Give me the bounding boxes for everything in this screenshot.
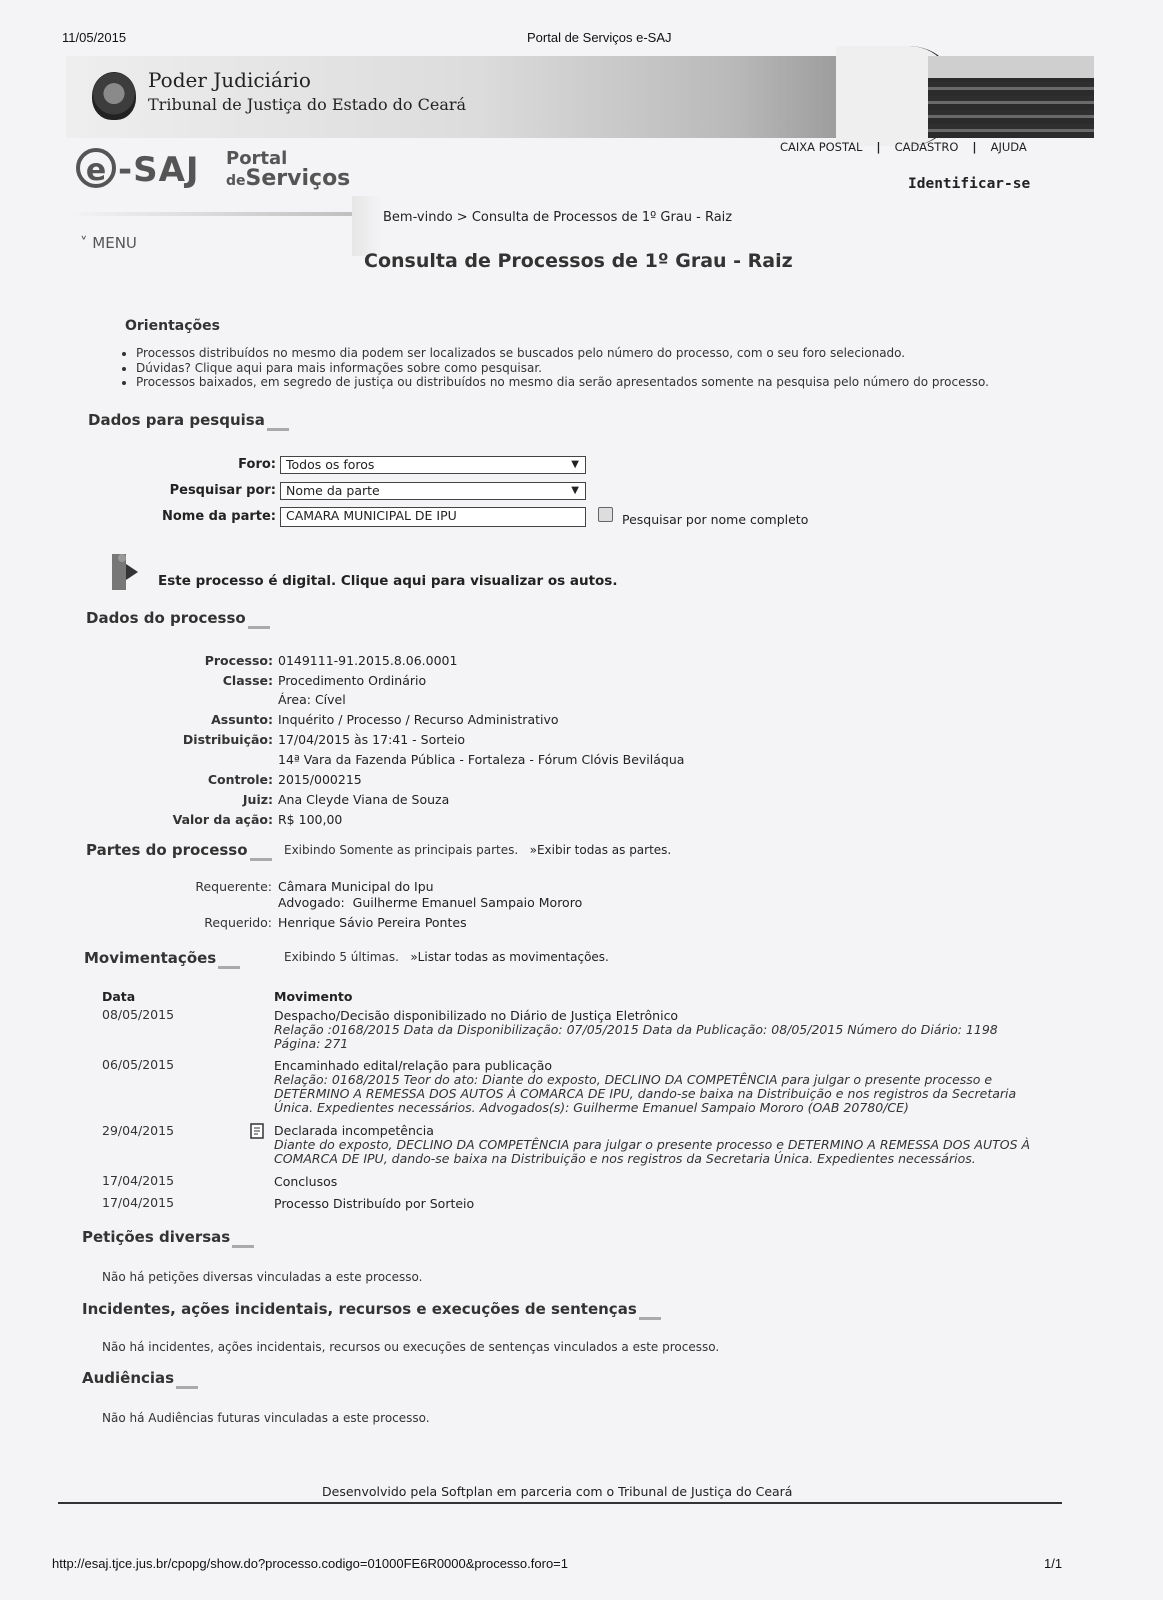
identificar-se-link[interactable]: Identificar-se [908,176,1031,192]
logo-saj-text: -SAJ [118,150,200,190]
field-value: Procedimento Ordinário [278,673,427,688]
mov-date: 17/04/2015 [102,1173,175,1188]
requerido-label: Requerido: [204,915,272,930]
menu-toggle[interactable]: ˅ MENU [80,234,137,252]
mov-entry: Conclusos [274,1174,338,1189]
nome-parte-input[interactable]: CAMARA MUNICIPAL DE IPU [280,507,586,527]
field-value: 17/04/2015 às 17:41 - Sorteio [278,732,466,747]
foro-label: Foro: [238,457,276,472]
field-value: 0149111-91.2015.8.06.0001 [278,653,458,668]
peticoes-empty: Não há petições diversas vinculadas a este processo. [102,1270,423,1284]
print-date: 11/05/2015 [62,30,127,45]
print-url: http://esaj.tjce.jus.br/cpopg/show.do?processo.codigo=01000FE6R0000&processo.foro=1 [52,1556,569,1571]
field-label: Classe: [222,673,273,688]
requerente-value: Câmara Municipal do Ipu [278,879,434,894]
help-link[interactable]: • Dúvidas? Clique aqui para mais informações sobre como pesquisar. [136,361,1076,376]
advogado-row: Advogado: Guilherme Emanuel Sampaio Mororo [278,895,583,910]
nome-completo-checkbox[interactable] [598,507,613,522]
field-value: 14ª Vara da Fazenda Pública - Fortaleza - Fórum Clóvis Beviláqua [278,752,685,767]
nome-completo-label: Pesquisar por nome completo [622,512,809,527]
chevron-down-icon: ˅ [80,234,88,252]
field-value: Ana Cleyde Viana de Souza [278,792,450,807]
breadcrumb: Bem-vindo > Consulta de Processos de 1º Grau - Raiz [383,210,733,225]
partes-section-title: Partes do processo [86,841,272,861]
orientacoes-list [118,346,1076,390]
esaj-logo-icon[interactable]: e [76,148,116,188]
field-label: Assunto: [211,712,273,727]
movimentacoes-note: Exibindo 5 últimas. »Listar todas as movimentações. [284,950,609,964]
court-seal-icon [92,72,136,120]
listar-movimentacoes-link[interactable]: »Listar todas as movimentações. [410,950,609,964]
field-label: Juiz: [242,792,273,807]
print-page-count: 1/1 [1044,1556,1063,1571]
caixa-postal-link[interactable]: CAIXA POSTAL [780,140,863,154]
digital-process-link[interactable]: Este processo é digital. Clique aqui para visualizar os autos. [158,573,618,589]
requerido-value: Henrique Sávio Pereira Pontes [278,915,467,930]
field-label: Controle: [207,772,273,787]
pesquisar-por-select[interactable]: Nome da parte ▼ [280,482,586,500]
top-links: CAIXA POSTAL | CADASTRO | AJUDA [780,140,1027,154]
mov-date: 29/04/2015 [102,1123,175,1138]
document-icon[interactable] [248,1122,266,1140]
col-header-movimento: Movimento [274,989,353,1004]
incidentes-empty: Não há incidentes, ações incidentais, recursos ou execuções de sentenças vinculados a este processo. [102,1340,720,1354]
foro-select[interactable]: Todos os foros ▼ [280,456,586,474]
field-label: Distribuição: [182,732,273,747]
cadastro-link[interactable]: CADASTRO [894,140,959,154]
pesquisar-por-label: Pesquisar por: [169,483,276,498]
audiencias-section-title: Audiências [82,1369,198,1389]
mov-entry: Processo Distribuído por Sorteio [274,1196,475,1211]
field-value: R$ 100,00 [278,812,343,827]
incidentes-section-title: Incidentes, ações incidentais, recursos e execuções de sentenças [82,1300,661,1320]
list-item: • Processos distribuídos no mesmo dia podem ser localizados se buscados pelo número do processo, com o seu foro selecionado. [136,346,1076,361]
mov-date: 17/04/2015 [102,1195,175,1210]
dropdown-arrow-icon: ▼ [571,485,579,496]
mov-date: 08/05/2015 [102,1007,175,1022]
field-label: Processo: [204,653,273,668]
print-title: Portal de Serviços e-SAJ [527,30,672,45]
orientacoes-title: Orientações [125,318,220,334]
processo-section-title: Dados do processo [86,609,270,629]
audiencias-empty: Não há Audiências futuras vinculadas a este processo. [102,1411,430,1425]
page-title: Consulta de Processos de 1º Grau - Raiz [364,250,793,272]
nome-parte-label: Nome da parte: [161,509,276,524]
logo-portal-text: Portal [226,148,288,169]
mov-entry: Encaminhado edital/relação para publicação Relação: 0168/2015 Teor do ato: Diante do exposto, DECLINO DA COMPETÊNCIA para julgar o presente processo e DETERMINO A REMESSA DOS AUTOS À COMARCA DE IPU, dando-se baixa na Distribuição e nos registros da Secretaria Única. Expedientes necessários. Advogados(s): Guilherme Emanuel Sampaio Mororo (OAB 20780/CE) [274,1058,1017,1115]
exibir-todas-partes-link[interactable]: »Exibir todas as partes. [529,843,672,857]
banner-title: Poder Judiciário [148,68,311,92]
ajuda-link[interactable]: AJUDA [990,140,1027,154]
field-value: Área: Cível [278,692,346,707]
field-value: Inquérito / Processo / Recurso Administrativo [278,712,559,727]
mov-entry: Despacho/Decisão disponibilizado no Diário de Justiça Eletrônico Relação :0168/2015 Data da Disponibilização: 07/05/2015 Data da Publicação: 08/05/2015 Número do Diário: 1198 Página: 271 [274,1008,998,1051]
requerente-label: Requerente: [195,879,272,894]
field-value: 2015/000215 [278,772,362,787]
logo-servicos-text: deServiços [226,166,351,191]
mov-entry: Declarada incompetência Diante do exposto, DECLINO DA COMPETÊNCIA para julgar o presente processo e DETERMINO A REMESSA DOS AUTOS À COMARCA DE IPU, dando-se baixa na Distribuição e nos registros da Secretaria Única. Expedientes necessários. [274,1123,1031,1166]
partes-note: Exibindo Somente as principais partes. »Exibir todas as partes. [284,843,672,857]
mov-date: 06/05/2015 [102,1057,175,1072]
field-label: Valor da ação: [172,812,273,827]
banner-subtitle: Tribunal de Justiça do Estado do Ceará [148,95,467,114]
footer-divider [58,1502,1062,1504]
peticoes-section-title: Petições diversas [82,1228,254,1248]
digital-process-icon[interactable] [104,550,144,594]
list-item: • Processos baixados, em segredo de justiça ou distribuídos no mesmo dia serão apresentados somente na pesquisa pelo número do processo. [136,375,1076,390]
courthouse-photo [928,56,1094,138]
footer-credit: Desenvolvido pela Softplan em parceria com o Tribunal de Justiça do Ceará [322,1484,793,1499]
dropdown-arrow-icon: ▼ [571,459,579,470]
col-header-data: Data [102,989,136,1004]
movimentacoes-section-title: Movimentações [84,949,240,969]
search-section-title: Dados para pesquisa [88,411,289,431]
